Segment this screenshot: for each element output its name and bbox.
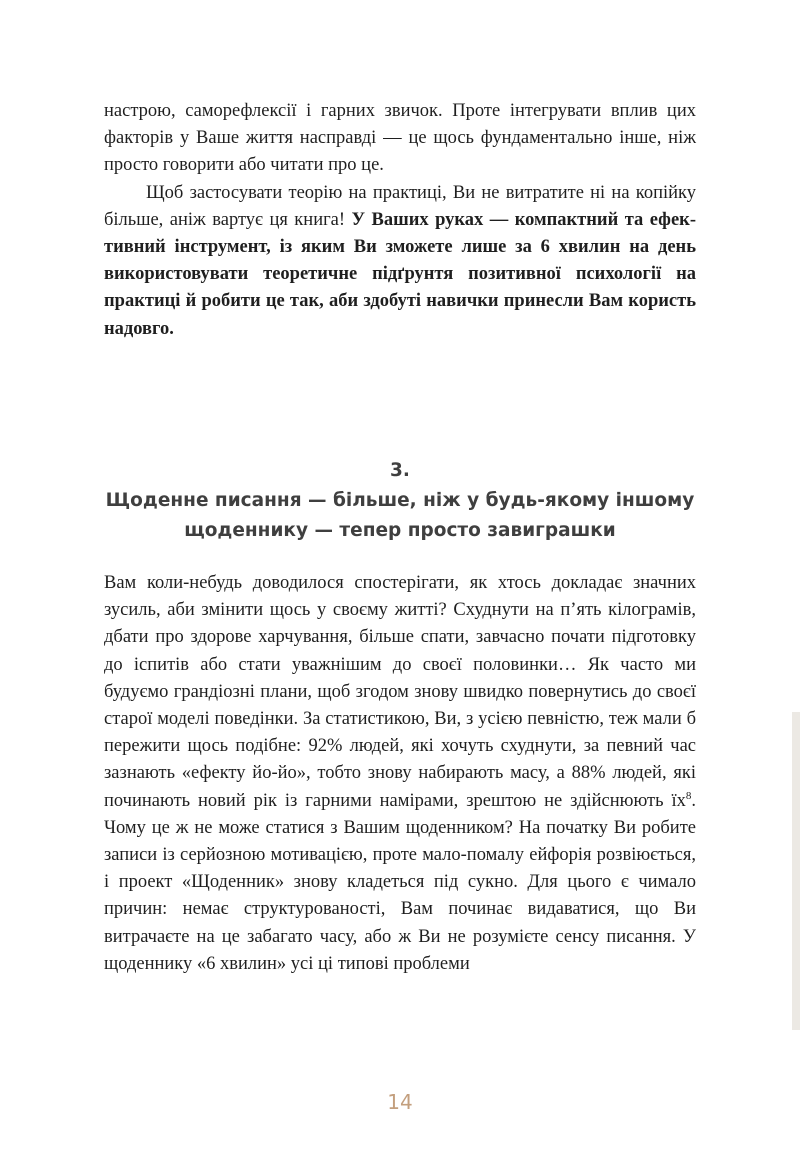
intro-text [104,98,696,343]
paragraph-2-bold: У Ваших руках — компактний та ефективний інструмент, із яким Ви зможете лише за 6 хвилин на день використовувати теоретичне підґрунтя позитивної психології на практиці й робити це так, аби здобуті навички принесли Вам користь надовго. [104,209,697,339]
page-number: 14 [387,1090,413,1114]
paragraph-3-part-1: Вам коли-небудь доводилося спостерігати, як хтось докладає значних зусиль, аби змінити щось у своєму житті? Схуднути на п’ять кілограмів, дбати про здорове харчування, більше спати, завчасно почати підготовку до іспитів або стати уважнішим до своєї половинки… Як часто ми будуємо грандіозні плани, щоб згодом знову швидко повернутись до своєї старої моделі поведінки. За статистикою, Ви, з усією певністю, теж мали б пережити щось подібне: 92% людей, які хочуть схуднути, за певний час зазнають «ефекту йо-йо», тобто знову набирають масу, а 88% людей, які починають новий рік із гарними намірами, зрештою не здійснюють їх [104,573,696,811]
section-title-line-1: Щоденне писання — більше, ніж у будь-якому іншому [105,490,695,511]
paragraph-3 [104,570,696,978]
paragraph-2 [104,180,696,343]
page-edge-tab [792,712,800,1030]
section-number: 3. [390,460,410,481]
body-text [104,570,696,978]
paragraph-1: настрою, саморефлексії і гарних звичок. Проте інтегрувати вплив цих факторів у Ваше життя насправді — це щось фундаментально інше, ніж просто говорити або читати про це. [104,101,696,176]
section-title-line-2: щоденнику — тепер просто завиграшки [184,520,616,541]
footnote-reference[interactable]: 8 [685,789,692,802]
paragraph-2-plain: Щоб застосувати теорію на практиці, Ви не витратите ні на копійку більше, аніж вартує ця книга! [104,182,696,230]
section-heading [100,456,700,546]
paragraph-3-part-2: . Чому це ж не може статися з Вашим щоденником? На початку Ви робите записи із серйозною мотивацією, проте мало-помалу ейфорія розвіюється, і проект «Щоденник» знову кладеться під сукно. Для цього є чимало причин: немає структурованості, Вам починає видаватися, що Ви витрачаєте на це забагато часу, або ж Ви не розумієте сенсу писання. У щоденнику «6 хвилин» усі ці типові проблеми [104,790,696,974]
